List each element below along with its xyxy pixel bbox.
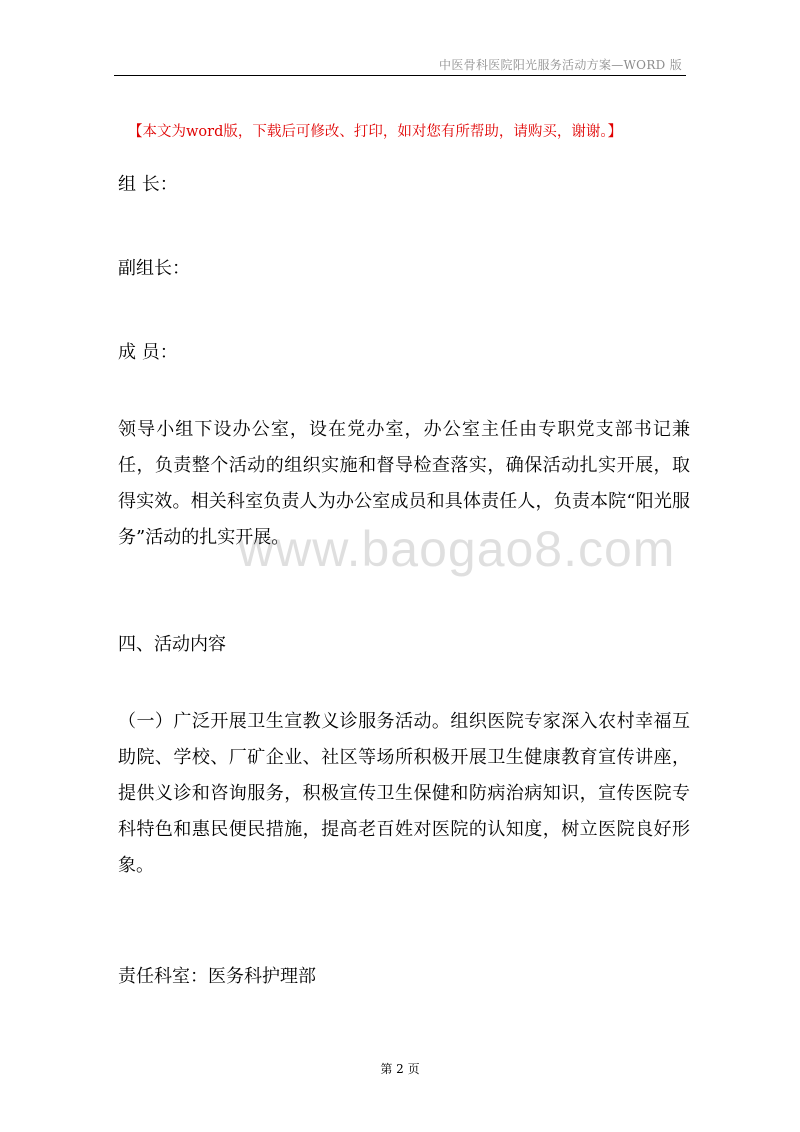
running-header: 中医骨科医院阳光服务活动方案—WORD 版: [439, 58, 682, 72]
watermark: www.baogao8.com: [238, 521, 676, 577]
deputy-leader-label: 副组长：: [118, 258, 190, 279]
group-leader-label: 组 长：: [118, 174, 178, 195]
responsible-department: 责任科室：医务科护理部: [118, 966, 316, 987]
purchase-notice: 【本文为word版，下载后可修改、打印，如对您有所帮助，请购买，谢谢。】: [128, 124, 623, 140]
page-number: 第 2 页: [380, 1062, 420, 1076]
header-divider: [114, 75, 686, 76]
office-paragraph: 领导小组下设办公室，设在党办室，办公室主任由专职党支部书记兼任，负责整个活动的组织实施和督导检查落实，确保活动扎实开展，取得实效。相关科室负责人为办公室成员和具体责任人，负责本院“阳光服务”活动的扎实开展。: [118, 419, 690, 548]
members-label: 成 员：: [118, 342, 178, 363]
activity-paragraph: （一）广泛开展卫生宣教义诊服务活动。组织医院专家深入农村幸福互助院、学校、厂矿企业、社区等场所积极开展卫生健康教育宣传讲座，提供义诊和咨询服务，积极宣传卫生保健和防病治病知识，宣传医院专科特色和惠民便民措施，提高老百姓对医院的认知度，树立医院良好形象。: [118, 711, 690, 876]
section-heading: 四、活动内容: [118, 634, 226, 655]
